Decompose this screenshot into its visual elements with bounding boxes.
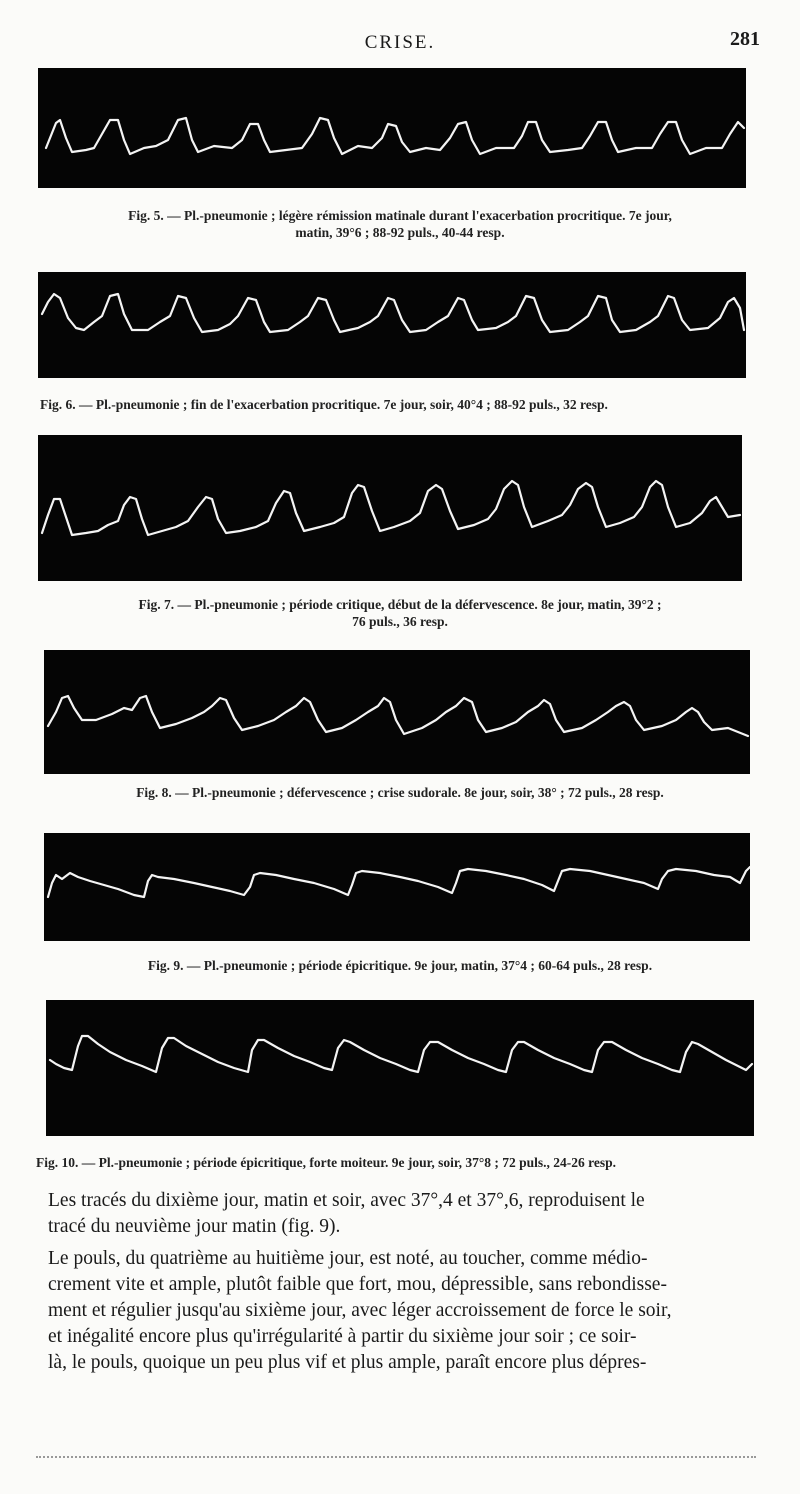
text-line: Les tracés du dixième jour, matin et soir, avec 37°,4 et 37°,6, reproduisent le: [48, 1190, 645, 1211]
text-line: ment et régulier jusqu'au sixième jour, avec léger accroissement de force le soir,: [48, 1300, 672, 1321]
text-line: et inégalité encore plus qu'irrégularité à partir du sixième jour soir ; ce soir-: [48, 1326, 637, 1347]
pulse-wave-fig10: [50, 1036, 752, 1072]
caption-fig6: [40, 396, 760, 413]
caption-line: Fig. 7. — Pl.-pneumonie ; période critique, début de la défervescence. 8e jour, matin, 39°2 ;: [138, 597, 662, 612]
caption-line: Fig. 5. — Pl.-pneumonie ; légère rémission matinale durant l'exacerbation procritique. 7e jour,: [128, 208, 672, 223]
pulse-tracing-fig8: [44, 650, 750, 774]
caption-line: Fig. 8. — Pl.-pneumonie ; défervescence ; crise sudorale. 8e jour, soir, 38° ; 72 puls., 28 resp.: [136, 785, 664, 800]
body-paragraph-2: [48, 1246, 770, 1376]
page-number: 281: [730, 28, 760, 50]
pulse-tracing-fig10: [46, 1000, 754, 1136]
caption-fig10: [36, 1154, 776, 1171]
pulse-wave-fig6: [42, 294, 744, 332]
text-line: là, le pouls, quoique un peu plus vif et plus ample, paraît encore plus dépres-: [48, 1352, 647, 1373]
page-header: [0, 28, 800, 58]
caption-line: Fig. 6. — Pl.-pneumonie ; fin de l'exacerbation procritique. 7e jour, soir, 40°4 ; 88-92 puls., 32 resp.: [40, 397, 608, 412]
caption-fig8: [40, 784, 760, 801]
text-line: Le pouls, du quatrième au huitième jour, est noté, au toucher, comme médio-: [48, 1248, 648, 1269]
pulse-tracing-fig6: [38, 272, 746, 378]
footer-rule: [36, 1456, 756, 1460]
running-head: CRISE.: [364, 32, 436, 53]
caption-line: Fig. 10. — Pl.-pneumonie ; période épicritique, forte moiteur. 9e jour, soir, 37°8 ; 72 puls., 24-26 resp.: [36, 1155, 616, 1170]
text-line: tracé du neuvième jour matin (fig. 9).: [48, 1216, 341, 1237]
pulse-wave-fig7: [42, 481, 740, 535]
pulse-wave-fig5: [46, 118, 744, 154]
text-line: crement vite et ample, plutôt faible que fort, mou, dépressible, sans rebondisse-: [48, 1274, 667, 1295]
caption-line: matin, 39°6 ; 88-92 puls., 40-44 resp.: [295, 225, 505, 240]
pulse-wave-fig9: [48, 867, 750, 897]
pulse-tracing-fig9: [44, 833, 750, 941]
caption-fig7: [40, 596, 760, 630]
pulse-wave-fig8: [48, 696, 748, 736]
caption-line: 76 puls., 36 resp.: [352, 614, 448, 629]
caption-fig5: [40, 207, 760, 241]
body-paragraph-1: [48, 1188, 770, 1240]
caption-line: Fig. 9. — Pl.-pneumonie ; période épicritique. 9e jour, matin, 37°4 ; 60-64 puls., 28 resp.: [147, 958, 653, 973]
pulse-tracing-fig7: [38, 435, 742, 581]
pulse-tracing-fig5: [38, 68, 746, 188]
caption-fig9: [40, 957, 760, 974]
